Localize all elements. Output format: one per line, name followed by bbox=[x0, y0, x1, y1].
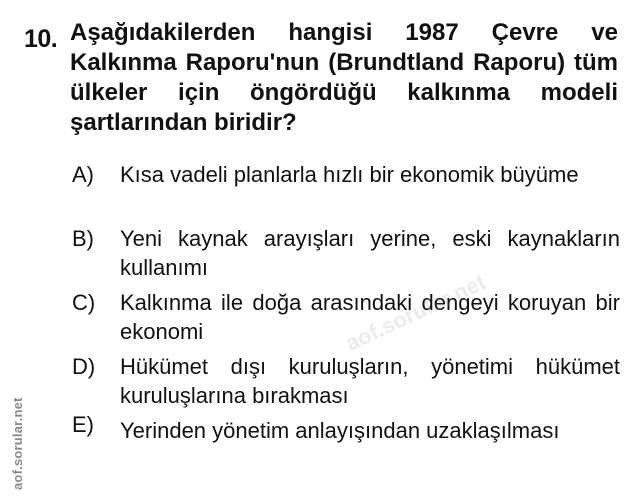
option-a-text: Kısa vadeli planlarla hızlı bir ekonomik büyüme bbox=[120, 162, 579, 187]
option-c-letter: C) bbox=[72, 290, 96, 315]
option-d-letter: D) bbox=[72, 354, 96, 379]
option-e-letter: E) bbox=[72, 412, 94, 437]
option-a[interactable] bbox=[72, 160, 620, 224]
option-b-text: Yeni kaynak arayışları yerine, eski kaynakların kullanımı bbox=[120, 226, 620, 280]
option-e[interactable] bbox=[72, 412, 620, 480]
options-list bbox=[72, 160, 620, 480]
option-a-letter: A) bbox=[72, 162, 94, 187]
question-number: 10. bbox=[24, 25, 58, 53]
option-d[interactable] bbox=[72, 352, 620, 416]
option-b[interactable] bbox=[72, 224, 620, 288]
option-e-text: Yerinden yönetim anlayışından uzaklaşılması bbox=[120, 418, 560, 443]
option-b-letter: B) bbox=[72, 226, 94, 251]
side-watermark: aof.sorular.net bbox=[10, 397, 25, 490]
option-d-text: Hükümet dışı kuruluşların, yönetimi hükümet kuruluşlarına bırakması bbox=[120, 354, 620, 408]
center-watermark: aof.sorular.net bbox=[341, 269, 490, 356]
question-text: Aşağıdakilerden hangisi 1987 Çevre ve Kalkınma Raporu'nun (Brundtland Raporu) tüm ülkeler için öngördüğü kalkınma modeli şartlarından biridir? bbox=[70, 19, 618, 136]
option-c-text: Kalkınma ile doğa arasındaki dengeyi koruyan bir ekonomi bbox=[120, 290, 620, 344]
